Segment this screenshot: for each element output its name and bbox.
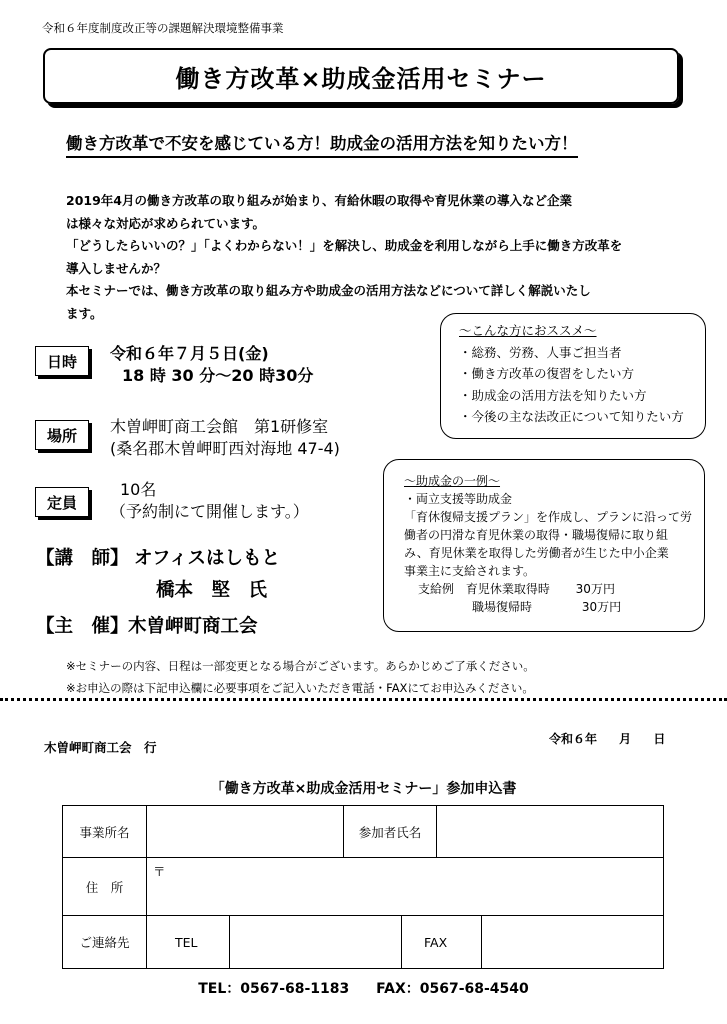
datetime-line: 18 時 30 分～20 時30分 (122, 366, 314, 385)
intro-line: ます。 (66, 305, 103, 321)
subsidy-box (383, 459, 705, 632)
datetime-line: 令和６年７月５日(金) (110, 344, 269, 363)
subsidy-example-row (404, 598, 696, 616)
contact-cell (147, 916, 664, 969)
organizer-label: 【主 催】 (36, 616, 129, 637)
notes (66, 655, 535, 699)
cut-line (0, 698, 727, 701)
intro-paragraph (66, 190, 666, 325)
business-name-field[interactable] (147, 806, 344, 858)
intro-line: 2019年4月の働き方改革の取り組みが始まり、有給休暇の取得や育児休業の導入など企業 (66, 193, 572, 208)
page-title-text: 働き方改革×助成金活用セミナー (175, 64, 547, 93)
place-line: (桑名郡木曽岬町西対海地 47-4) (110, 439, 340, 458)
subsidy-desc: み、育児休業を取得した労働者が生じた中小企業 (404, 546, 669, 560)
intro-line: 本セミナーでは、働き方改革の取り組み方や助成金の活用方法などについて詳しく解説いたし (66, 283, 591, 298)
place-value (110, 416, 340, 460)
recommend-item: ・働き方改革の復習をしたい方 (459, 366, 635, 381)
recommend-item: ・今後の主な法改正について知りたい方 (459, 409, 684, 424)
capacity-line: （予約制にて開催します。） (110, 502, 309, 521)
subsidy-desc: 「育休復帰支援プラン」を作成し、プランに沿って労 (404, 510, 693, 524)
subsidy-row-amount: 30万円 (581, 600, 622, 614)
address-field[interactable] (147, 858, 664, 916)
organizer-name: 木曽岬町商工会 (128, 616, 258, 637)
form-title: 「働き方改革×助成金活用セミナー」参加申込書 (210, 781, 517, 797)
intro-line: は様々な対応が求められています。 (66, 215, 266, 231)
subsidy-row-amount: 30万円 (575, 582, 615, 596)
note-line: ※セミナーの内容、日程は一部変更となる場合がございます。あらかじめご了承ください。 (66, 659, 535, 673)
subsidy-row-label: 育児休業取得時 (465, 582, 550, 596)
subsidy-name: ・両立支援等助成金 (404, 492, 513, 506)
place-line: 木曽岬町商工会館 第1研修室 (110, 417, 329, 436)
fax-field[interactable] (482, 916, 663, 968)
datetime-value (110, 343, 313, 387)
intro-line: 「どうしたらいいの？」「よくわからない！」を解決し、助成金を利用しながら上手に働き方改革を (66, 238, 623, 253)
application-date: 令和６年 月 日 (549, 732, 666, 746)
application-form (62, 805, 664, 969)
page-title (43, 48, 679, 104)
recommend-title: ～こんな方におススメ～ (459, 323, 597, 338)
fax-label: FAX (402, 916, 482, 968)
recommend-item: ・助成金の活用方法を知りたい方 (459, 387, 647, 403)
place-label: 場所 (35, 420, 89, 450)
tel-field[interactable] (230, 916, 402, 968)
participant-name-field[interactable] (437, 806, 664, 858)
subsidy-desc: 事業主に支給されます。 (404, 564, 536, 578)
capacity-value (110, 479, 309, 523)
recipient: 木曽岬町商工会 行 (44, 740, 157, 755)
lecturer-name: 橋本 堅 氏 (156, 580, 268, 601)
subsidy-example-row (404, 580, 696, 598)
subsidy-row-label: 職場復帰時 (472, 600, 533, 614)
datetime-label: 日時 (35, 346, 89, 376)
note-line: ※お申込の際は下記申込欄に必要事項をご記入いただき電話・FAXにてお申込みください。 (66, 681, 534, 695)
subsidy-example-label: 支給例 (418, 582, 455, 596)
contact-fax: FAX：0567-68-4540 (376, 981, 529, 997)
participant-name-label: 参加者氏名 (344, 806, 437, 858)
postal-mark: 〒 (153, 864, 166, 879)
contact-label: ご連絡先 (63, 916, 147, 969)
lecturer-org: オフィスはしもと (134, 548, 280, 569)
capacity-label: 定員 (35, 487, 89, 517)
subtitle: 働き方改革で不安を感じている方！助成金の活用方法を知りたい方！ (66, 130, 578, 158)
program-note: 令和６年度制度改正等の課題解決環境整備事業 (42, 21, 284, 35)
subsidy-desc: 働者の円滑な育児休業の取得・職場復帰に取り組 (404, 528, 669, 542)
capacity-line: 10名 (120, 480, 157, 499)
contact-info (0, 978, 727, 998)
subsidy-title: ～助成金の一例～ (404, 474, 501, 488)
intro-line: 導入しませんか？ (66, 260, 167, 276)
address-label: 住 所 (63, 858, 147, 916)
recommend-box (440, 313, 706, 439)
business-name-label: 事業所名 (63, 806, 147, 858)
tel-label: TEL (147, 916, 230, 968)
contact-tel: TEL：0567-68-1183 (198, 981, 350, 997)
recommend-item: ・総務、労務、人事ご担当者 (459, 344, 622, 360)
lecturer-label: 【講 師】 (36, 548, 129, 569)
